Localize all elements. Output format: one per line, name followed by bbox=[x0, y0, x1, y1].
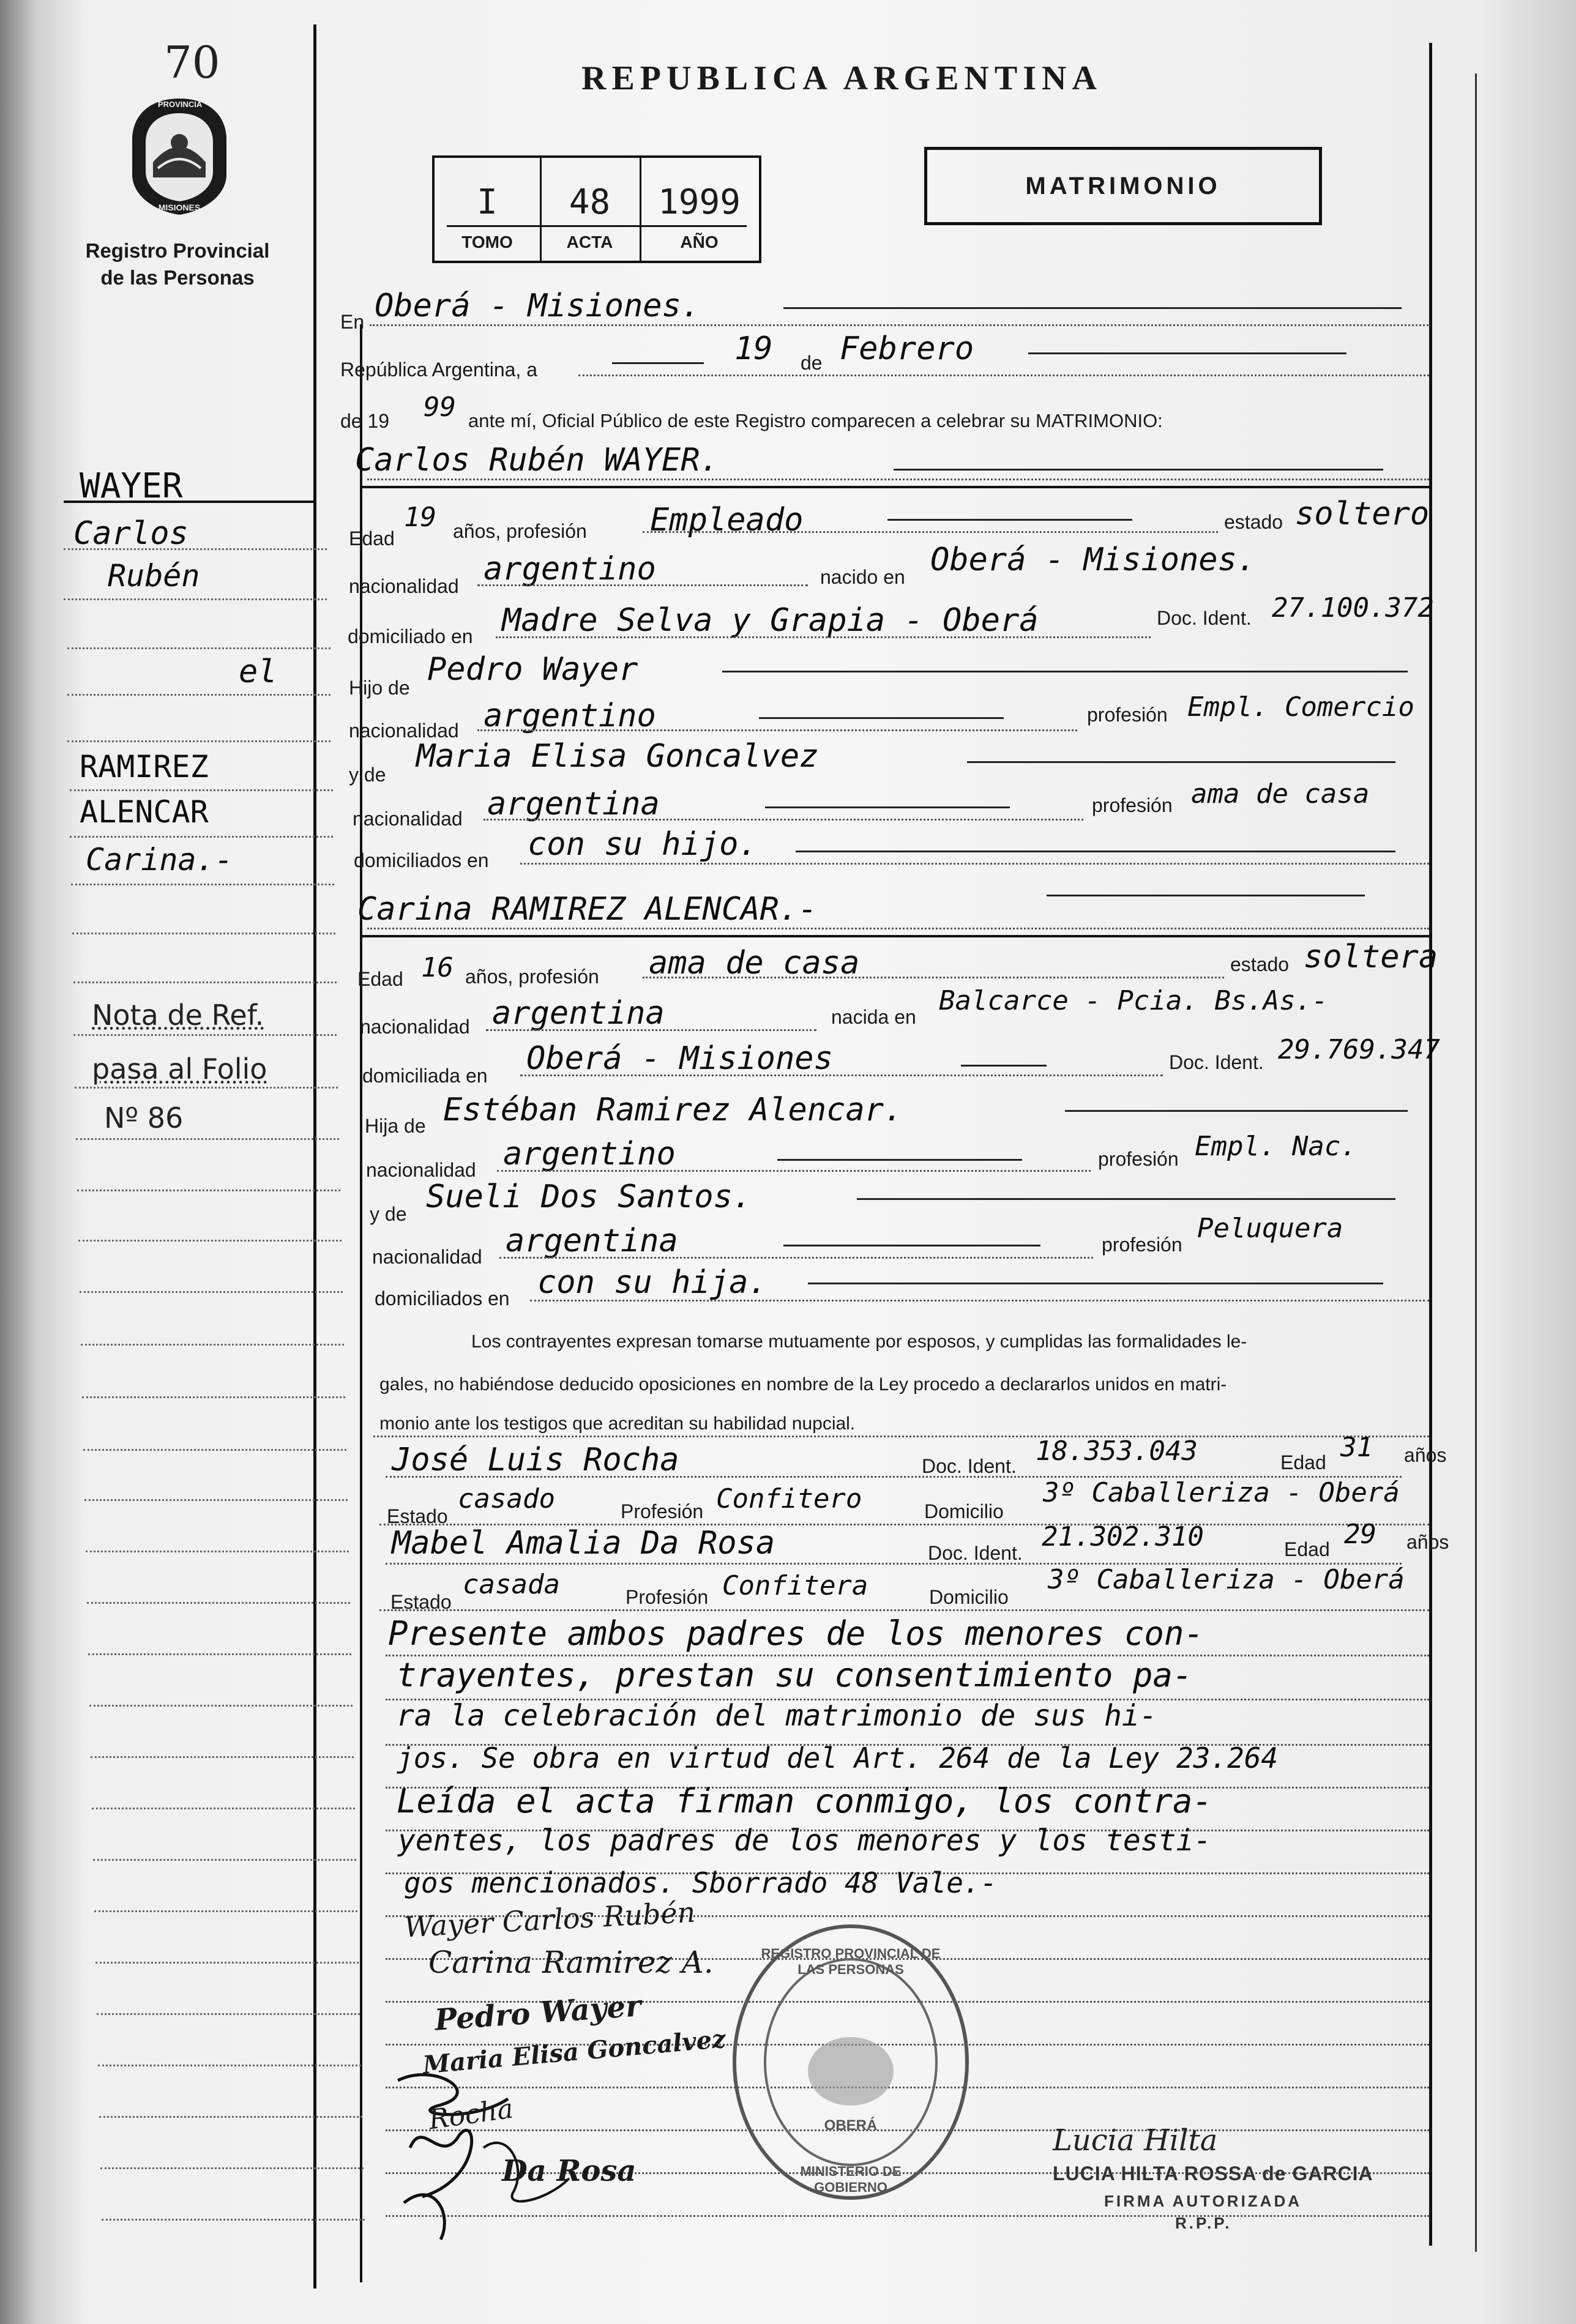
groom-estado: soltero bbox=[1295, 496, 1430, 532]
groom-address: Madre Selva y Grapia - Oberá bbox=[502, 602, 1039, 639]
witness-1-doc-label: Doc. Ident. bbox=[922, 1455, 1017, 1477]
signature-witness-2 bbox=[502, 2154, 636, 2188]
signature-father bbox=[433, 1989, 642, 2037]
groom-domiciliados-label: domiciliados en bbox=[354, 849, 489, 871]
groom-nationality: argentino bbox=[484, 551, 656, 587]
act-type: MATRIMONIO bbox=[1025, 172, 1221, 199]
witness-2-profession: Confitera bbox=[722, 1570, 868, 1601]
groom-nacionalidad-label: nacionalidad bbox=[349, 575, 459, 597]
groom-mother-profession: ama de casa bbox=[1191, 778, 1370, 810]
groom-doc: 27.100.372 bbox=[1272, 592, 1434, 624]
place-line bbox=[783, 307, 1402, 309]
groom-father-nationality: argentino bbox=[484, 698, 656, 734]
witness-2-doc-label: Doc. Ident. bbox=[928, 1542, 1023, 1564]
bride-mother-nac-label: nacionalidad bbox=[372, 1246, 482, 1268]
witness-1-doc: 18.353.043 bbox=[1036, 1436, 1198, 1467]
firma-autorizada: FIRMA AUTORIZADA bbox=[1104, 2192, 1302, 2210]
seal-top-text: PROVINCIA bbox=[158, 100, 203, 109]
bride-mother-profession: Peluquera bbox=[1197, 1213, 1343, 1244]
groom-father-profession: Empl. Comercio bbox=[1187, 691, 1414, 723]
note-line-5: Leída el acta firman conmigo, los contra- bbox=[397, 1782, 1212, 1820]
witness-2-anios-label: años bbox=[1406, 1531, 1449, 1553]
signature-mother-text: Maria Elisa Goncalvez bbox=[421, 2024, 727, 2080]
bride-domiciliados-label: domiciliados en bbox=[375, 1287, 510, 1309]
margin-surname: WAYER bbox=[80, 466, 183, 506]
witness-1-profession: Confitero bbox=[716, 1483, 862, 1514]
margin-name-1: Carlos bbox=[73, 515, 189, 552]
declaration-line-3: monio ante los testigos que acreditan su habilidad nupcial. bbox=[379, 1413, 856, 1434]
seal-bottom-text: MISIONES bbox=[158, 203, 201, 212]
tomo-value: I bbox=[477, 182, 498, 222]
bride-age: 16 bbox=[421, 952, 454, 983]
groom-hijo-label: Hijo de bbox=[349, 677, 410, 699]
margin-name-3: Carina.- bbox=[86, 842, 233, 877]
bride-doc: 29.769.347 bbox=[1278, 1034, 1440, 1065]
groom-yde-label: y de bbox=[349, 764, 386, 786]
note-line-4: jos. Se obra en virtud del Art. 264 de la Ley 23.264 bbox=[397, 1741, 1279, 1775]
anio-label: AÑO bbox=[680, 233, 719, 251]
note-line-1: Presente ambos padres de los menores con- bbox=[388, 1614, 1204, 1653]
official-signature-text: Lucia Hilta bbox=[1053, 2123, 1218, 2158]
bride-nationality: argentina bbox=[492, 995, 665, 1032]
bride-profession: ama de casa bbox=[649, 945, 860, 981]
year-prefix: de 19 bbox=[340, 410, 390, 432]
right-edge-line bbox=[1475, 73, 1477, 2252]
witness-2-doc: 21.302.310 bbox=[1042, 1521, 1204, 1552]
witness-2-profesion-label: Profesión bbox=[626, 1586, 709, 1608]
anio-value: 1999 bbox=[658, 182, 741, 222]
stamp-bottom-text: MINISTERIO DE GOBIERNO bbox=[800, 2164, 902, 2195]
note-line-6: yentes, los padres de los menores y los testi- bbox=[398, 1823, 1212, 1858]
official-signature bbox=[1053, 2123, 1217, 2158]
bride-anios-profesion-label: años, profesión bbox=[465, 966, 599, 988]
signature-groom-text: Wayer Carlos Rubén bbox=[403, 1895, 697, 1944]
acta-value: 48 bbox=[569, 182, 611, 222]
groom-mother-nationality: argentina bbox=[487, 786, 660, 822]
witness-1-profesion-label: Profesión bbox=[621, 1500, 704, 1522]
margin-name-2: Rubén bbox=[108, 558, 200, 594]
groom-anios-profesion-label: años, profesión bbox=[453, 520, 587, 542]
groom-parents-address: con su hijo. bbox=[528, 826, 758, 863]
witness-1-domicilio-label: Domicilio bbox=[924, 1500, 1004, 1522]
province-seal bbox=[127, 95, 231, 217]
margin-conj: el bbox=[239, 654, 277, 690]
groom-mother-prof-label: profesión bbox=[1092, 794, 1173, 816]
declaration-line-1: Los contrayentes expresan tomarse mutuamente por esposos, y cumplidas las formalidades le- bbox=[471, 1331, 1247, 1352]
witness-1-age: 31 bbox=[1340, 1432, 1373, 1463]
groom-father-nac-label: nacionalidad bbox=[349, 720, 459, 742]
bride-mother-nationality: argentina bbox=[506, 1223, 678, 1259]
tomo-label: TOMO bbox=[461, 233, 513, 251]
bride-hija-label: Hija de bbox=[365, 1115, 426, 1137]
witness-1-edad-label: Edad bbox=[1280, 1451, 1326, 1473]
bride-father-nationality: argentino bbox=[503, 1136, 676, 1172]
groom-father: Pedro Wayer bbox=[427, 651, 638, 688]
bride-domiciliada-label: domiciliada en bbox=[362, 1065, 488, 1087]
margin-note-2: pasa al Folio bbox=[92, 1052, 267, 1086]
witness-2-estado-label: Estado bbox=[390, 1591, 452, 1613]
bride-address: Oberá - Misiones bbox=[526, 1040, 833, 1077]
witness-2-address: 3º Caballeriza - Oberá bbox=[1048, 1564, 1405, 1595]
official-name: LUCIA HILTA ROSSA de GARCIA bbox=[1053, 2162, 1373, 2184]
note-line-3: ra la celebración del matrimonio de sus hi- bbox=[397, 1699, 1157, 1733]
witness-2-domicilio-label: Domicilio bbox=[929, 1586, 1009, 1608]
groom-profession: Empleado bbox=[650, 502, 804, 538]
right-frame-line bbox=[1429, 43, 1432, 2246]
intro-text: ante mí, Oficial Público de este Registro comparecen a celebrar su MATRIMONIO: bbox=[468, 410, 1163, 431]
note-line-2: trayentes, prestan su consentimiento pa- bbox=[397, 1656, 1193, 1694]
bride-nacionalidad-label: nacionalidad bbox=[360, 1016, 470, 1038]
note-line-7: gos mencionados. Sborrado 48 Vale.- bbox=[404, 1866, 998, 1899]
act-type-box bbox=[924, 147, 1322, 225]
groom-full-name: Carlos Rubén WAYER. bbox=[355, 442, 719, 479]
stamp-inner-text: OBERÁ bbox=[824, 2117, 878, 2134]
republica-label: República Argentina, a bbox=[340, 359, 537, 381]
witness-2-name: Mabel Amalia Da Rosa bbox=[392, 1525, 775, 1562]
groom-nacido-label: nacido en bbox=[820, 566, 905, 588]
witness-2-age: 29 bbox=[1344, 1519, 1376, 1550]
official-stamp bbox=[728, 1921, 973, 2203]
bride-father-profession: Empl. Nac. bbox=[1195, 1131, 1357, 1162]
signature-father-text: Pedro Wayer bbox=[433, 1989, 643, 2038]
signature-groom bbox=[403, 1896, 697, 1944]
stamp-outer-text: REGISTRO PROVINCIAL DE LAS PERSONAS bbox=[761, 1946, 941, 1977]
margin-surname-2b: ALENCAR bbox=[80, 794, 209, 830]
signature-bride bbox=[428, 1945, 714, 1980]
bride-estado-label: estado bbox=[1230, 953, 1290, 975]
bride-father-prof-label: profesión bbox=[1098, 1148, 1179, 1170]
signature-witness-1-text: Rocha bbox=[427, 2093, 515, 2136]
registry-line-1: Registro Provincial bbox=[85, 239, 270, 262]
groom-birthplace: Oberá - Misiones. bbox=[930, 542, 1257, 578]
bride-mother-prof-label: profesión bbox=[1102, 1234, 1182, 1256]
bride-doc-label: Doc. Ident. bbox=[1169, 1051, 1264, 1073]
bride-parents-address: con su hija. bbox=[537, 1264, 767, 1301]
margin-note-1: Nota de Ref. bbox=[92, 999, 264, 1032]
act-reference-box bbox=[432, 155, 761, 263]
place: Oberá - Misiones. bbox=[375, 288, 701, 324]
witness-1-estado: casado bbox=[458, 1483, 555, 1514]
bride-full-name: Carina RAMIREZ ALENCAR.- bbox=[357, 891, 818, 928]
bride-nacida-label: nacida en bbox=[831, 1006, 916, 1028]
groom-doc-label: Doc. Ident. bbox=[1157, 607, 1252, 629]
margin-note-3: Nº 86 bbox=[104, 1101, 184, 1134]
left-margin-line bbox=[313, 24, 316, 2289]
year-suffix: 99 bbox=[424, 392, 456, 423]
groom-mother-nac-label: nacionalidad bbox=[353, 808, 463, 830]
bride-father-nac-label: nacionalidad bbox=[366, 1159, 476, 1181]
bride-yde-label: y de bbox=[370, 1203, 407, 1225]
bride-estado: soltera bbox=[1304, 939, 1438, 975]
acta-label: ACTA bbox=[566, 233, 613, 251]
day: 19 bbox=[734, 330, 773, 367]
groom-edad-label: Edad bbox=[349, 527, 395, 549]
registry-line-2: de las Personas bbox=[100, 266, 255, 289]
groom-father-prof-label: profesión bbox=[1087, 704, 1168, 726]
witness-1-estado-label: Estado bbox=[387, 1505, 448, 1527]
rpp-label: R.P.P. bbox=[1175, 2214, 1232, 2232]
witness-1-address: 3º Caballeriza - Oberá bbox=[1043, 1477, 1400, 1508]
body-left-line bbox=[360, 324, 362, 2282]
registry-name bbox=[73, 237, 282, 291]
folio-number: 70 bbox=[164, 37, 220, 88]
groom-age: 19 bbox=[404, 502, 436, 533]
signature-witness-2-text: Da Rosa bbox=[502, 2154, 637, 2188]
witness-2-estado: casada bbox=[463, 1569, 560, 1600]
signature-bride-text: Carina Ramirez A. bbox=[428, 1945, 714, 1980]
bride-edad-label: Edad bbox=[357, 968, 403, 990]
declaration-line-2: gales, no habiéndose deducido oposiciones en nombre de la Ley procedo a declararlos unidos en matri- bbox=[379, 1374, 1227, 1395]
en-label: En bbox=[340, 311, 365, 333]
bride-mother: Sueli Dos Santos. bbox=[426, 1179, 752, 1215]
groom-mother: Maria Elisa Goncalvez bbox=[416, 738, 819, 775]
de-label-1: de bbox=[801, 352, 823, 374]
witness-1-name: José Luis Rocha bbox=[392, 1442, 679, 1478]
witness-1-anios-label: años bbox=[1404, 1444, 1447, 1466]
bride-birthplace: Balcarce - Pcia. Bs.As.- bbox=[939, 985, 1328, 1016]
witness-2-edad-label: Edad bbox=[1284, 1538, 1330, 1560]
margin-surname-2a: RAMIREZ bbox=[80, 749, 209, 784]
month: Febrero bbox=[840, 330, 974, 367]
bride-father: Estéban Ramirez Alencar. bbox=[443, 1092, 903, 1128]
groom-domiciliado-label: domiciliado en bbox=[348, 625, 473, 647]
groom-estado-label: estado bbox=[1224, 511, 1283, 533]
country-title: REPUBLICA ARGENTINA bbox=[581, 59, 1102, 97]
